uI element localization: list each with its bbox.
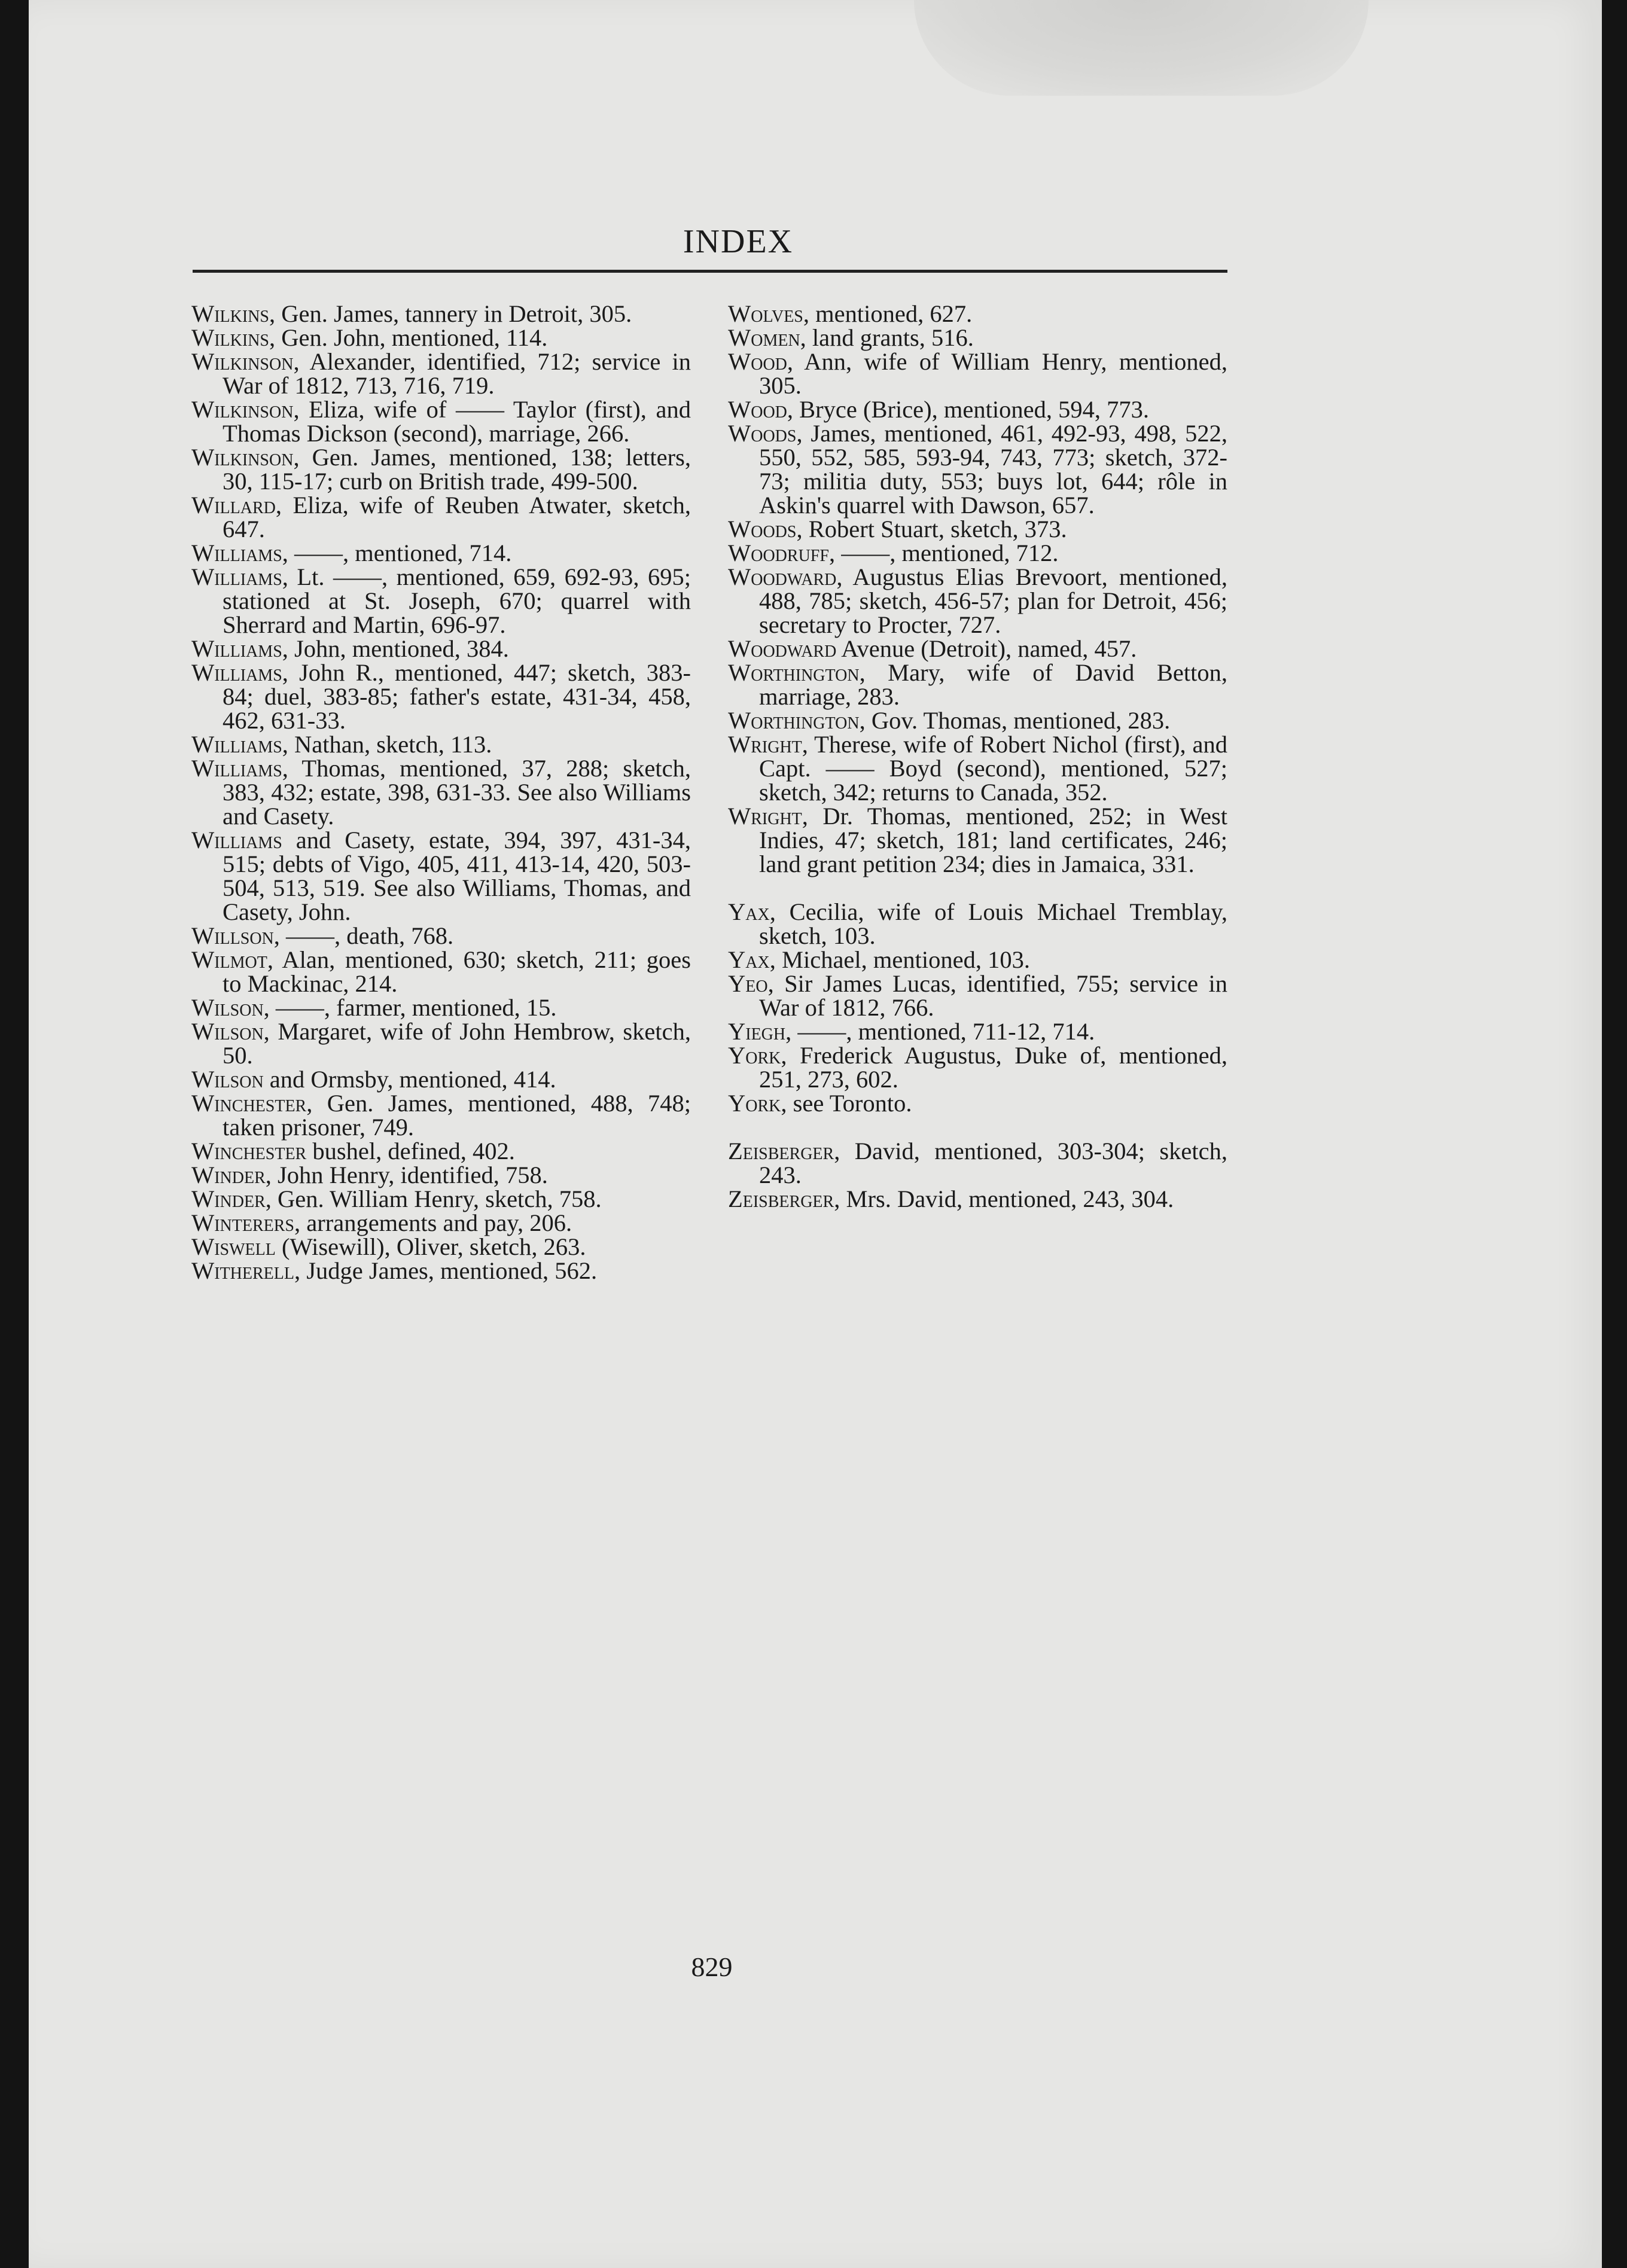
entry-text: , Cecilia, wife of Louis Michael Tremblay, sketch, 103. (759, 898, 1227, 949)
entry-text: , Michael, mentioned, 103. (769, 946, 1030, 973)
entry-headword: Zeisberger (728, 1185, 834, 1212)
index-entry (728, 1044, 1227, 1092)
index-entry (728, 948, 1227, 972)
entry-text: Avenue (Detroit), named, 457. (836, 635, 1137, 662)
entry-headword: Williams (191, 755, 282, 782)
entry-headword: Worthington (728, 659, 860, 686)
index-entry (191, 302, 691, 326)
entry-headword: Winder (191, 1162, 266, 1188)
index-entry (728, 900, 1227, 948)
entry-headword: Wolves (728, 300, 803, 327)
entry-text: , Nathan, sketch, 113. (282, 731, 492, 758)
entry-headword: Yax (728, 898, 770, 925)
index-entry (728, 1139, 1227, 1187)
index-entry (728, 661, 1227, 709)
index-entry (191, 757, 691, 828)
entry-headword: Yiegh (728, 1018, 786, 1045)
entry-headword: Yeo (728, 970, 768, 997)
entry-text: , Bryce (Brice), mentioned, 594, 773. (787, 396, 1149, 423)
entry-headword: Wilmot (191, 946, 267, 973)
entry-text: , Frederick Augustus, Duke of, mentioned, 251, 273, 602. (759, 1042, 1227, 1093)
entry-headword: Woods (728, 420, 797, 447)
entry-text: , Gen. James, tannery in Detroit, 305. (269, 300, 632, 327)
index-entry (191, 1139, 691, 1163)
entry-text: , Gen. James, mentioned, 488, 748; taken prisoner, 749. (223, 1090, 691, 1141)
entry-text: , Gen. William Henry, sketch, 758. (265, 1185, 602, 1212)
entry-headword: York (728, 1042, 781, 1069)
entry-headword: Wilson (191, 994, 264, 1021)
entry-headword: York (728, 1090, 781, 1117)
entry-text: , land grants, 516. (800, 324, 974, 351)
entry-headword: Winterers (191, 1209, 295, 1236)
entry-headword: Wilkinson (191, 396, 294, 423)
index-entry (728, 302, 1227, 326)
entry-headword: Women (728, 324, 800, 351)
index-entry (191, 996, 691, 1020)
entry-text: , Gen. James, mentioned, 138; letters, 30, 115-17; curb on British trade, 499-500. (223, 444, 691, 495)
index-entry (191, 661, 691, 733)
entry-text: , ——, mentioned, 712. (828, 539, 1059, 566)
entry-text: , James, mentioned, 461, 492-93, 498, 522, 550, 552, 585, 593-94, 743, 773; sketch, 372-73; militia duty, 553; buys lot, 644; rôle in Askin's quarrel with Dawson, 657. (759, 420, 1227, 519)
entry-headword: Zeisberger (728, 1138, 834, 1165)
entry-headword: Wright (728, 731, 802, 758)
index-entry (191, 1211, 691, 1235)
entry-headword: Wiswell (191, 1233, 276, 1260)
index-entry (191, 350, 691, 398)
entry-headword: Witherell (191, 1257, 294, 1284)
entry-headword: Williams (191, 659, 282, 686)
entry-headword: Willard (191, 492, 276, 519)
index-entry (728, 326, 1227, 350)
index-entry (728, 1020, 1227, 1044)
entry-text: , ——, death, 768. (273, 922, 454, 949)
entry-headword: Williams (191, 635, 282, 662)
entry-headword: Willson (191, 922, 274, 949)
entry-text: and Ormsby, mentioned, 414. (263, 1066, 556, 1093)
entry-text: (Wisewill), Oliver, sketch, 263. (275, 1233, 586, 1260)
index-entry (728, 517, 1227, 541)
index-entry (191, 733, 691, 757)
index-entry (728, 1092, 1227, 1115)
index-entry (191, 493, 691, 541)
index-entry (191, 1163, 691, 1187)
entry-headword: Williams (191, 563, 282, 590)
index-entry (191, 948, 691, 996)
index-column-left (191, 302, 691, 1283)
entry-text: , David, mentioned, 303-304; sketch, 243. (759, 1138, 1227, 1188)
entry-text: , Eliza, wife of Reuben Atwater, sketch, 647. (223, 492, 691, 542)
entry-headword: Wood (728, 396, 787, 423)
index-entry (191, 565, 691, 637)
entry-text: , Therese, wife of Robert Nichol (first), and Capt. —— Boyd (second), mentioned, 527; sketch, 342; returns to Canada, 352. (759, 731, 1227, 806)
index-entry (728, 350, 1227, 398)
entry-text: , Margaret, wife of John Hembrow, sketch, 50. (223, 1018, 691, 1069)
entry-text: , ——, mentioned, 711-12, 714. (785, 1018, 1095, 1045)
entry-text: , Dr. Thomas, mentioned, 252; in West Indies, 47; sketch, 181; land certificates, 246; land grant petition 234; dies in Jamaica, 331. (759, 803, 1227, 877)
index-entry (191, 1068, 691, 1092)
entry-text: , Sir James Lucas, identified, 755; service in War of 1812, 766. (759, 970, 1227, 1021)
entry-text: , Gen. John, mentioned, 114. (269, 324, 548, 351)
header-rule (193, 270, 1227, 273)
index-entry (191, 637, 691, 661)
index-entry (191, 446, 691, 493)
entry-text: , mentioned, 627. (803, 300, 973, 327)
index-entry (191, 326, 691, 350)
entry-text: , Alexander, identified, 712; service in War of 1812, 713, 716, 719. (223, 348, 691, 399)
entry-text: , Alan, mentioned, 630; sketch, 211; goes to Mackinac, 214. (223, 946, 691, 997)
entry-headword: Wood (728, 348, 787, 375)
index-entry (728, 422, 1227, 517)
index-entry (728, 972, 1227, 1020)
entry-text: , John Henry, identified, 758. (265, 1162, 548, 1188)
entry-text: , Robert Stuart, sketch, 373. (796, 516, 1067, 542)
entry-text: , Mrs. David, mentioned, 243, 304. (834, 1185, 1174, 1212)
index-entry (728, 398, 1227, 422)
entry-headword: Williams (191, 827, 282, 853)
index-entry (191, 1187, 691, 1211)
index-entry (191, 1092, 691, 1139)
index-entry (191, 1259, 691, 1283)
page-title: INDEX (683, 223, 794, 260)
entry-text: bushel, defined, 402. (306, 1138, 515, 1165)
entry-text: , Lt. ——, mentioned, 659, 692-93, 695; stationed at St. Joseph, 670; quarrel with Sherrard and Martin, 696-97. (223, 563, 691, 638)
page-number: 829 (691, 1952, 733, 1982)
index-entry (728, 541, 1227, 565)
entry-headword: Yax (728, 946, 770, 973)
index-entry (728, 709, 1227, 733)
entry-headword: Woods (728, 516, 797, 542)
index-entry (191, 1235, 691, 1259)
entry-text: , ——, mentioned, 714. (282, 539, 512, 566)
entry-headword: Winder (191, 1185, 266, 1212)
entry-headword: Worthington (728, 707, 860, 734)
entry-headword: Woodward (728, 563, 837, 590)
index-entry (728, 733, 1227, 804)
entry-text: , Eliza, wife of —— Taylor (first), and Thomas Dickson (second), marriage, 266. (223, 396, 691, 447)
entry-headword: Woodruff (728, 539, 829, 566)
entry-text: , Ann, wife of William Henry, mentioned, 305. (759, 348, 1227, 399)
entry-headword: Winchester (191, 1138, 307, 1165)
entry-headword: Woodward (728, 635, 837, 662)
entry-text: , Mary, wife of David Betton, marriage, 283. (759, 659, 1227, 710)
entry-headword: Wright (728, 803, 802, 830)
entry-text: , John, mentioned, 384. (282, 635, 509, 662)
entry-text: , Augustus Elias Brevoort, mentioned, 488, 785; sketch, 456-57; plan for Detroit, 456; secretary to Procter, 727. (759, 563, 1227, 638)
paper-stain (914, 0, 1369, 96)
entry-text: , ——, farmer, mentioned, 15. (263, 994, 557, 1021)
entry-headword: Winchester (191, 1090, 307, 1117)
index-entry (728, 565, 1227, 637)
entry-text: , John R., mentioned, 447; sketch, 383-84; duel, 383-85; father's estate, 431-34, 458, 462, 631-33. (223, 659, 691, 734)
entry-text: , Judge James, mentioned, 562. (294, 1257, 598, 1284)
entry-headword: Williams (191, 539, 282, 566)
entry-headword: Wilkinson (191, 444, 294, 471)
entry-text: , arrangements and pay, 206. (294, 1209, 572, 1236)
entry-headword: Wilkins (191, 300, 269, 327)
entry-headword: Wilson (191, 1066, 264, 1093)
index-entry (728, 1187, 1227, 1211)
index-entry (191, 1020, 691, 1068)
entry-text: , Gov. Thomas, mentioned, 283. (859, 707, 1171, 734)
entry-text: , see Toronto. (781, 1090, 912, 1117)
entry-headword: Wilson (191, 1018, 264, 1045)
index-entry (728, 804, 1227, 876)
entry-headword: Williams (191, 731, 282, 758)
entry-text: , Thomas, mentioned, 37, 288; sketch, 383, 432; estate, 398, 631-33. See also Williams and Casety. (223, 755, 691, 830)
entry-text: and Casety, estate, 394, 397, 431-34, 515; debts of Vigo, 405, 411, 413-14, 420, 503-504, 513, 519. See also Williams, Thomas, and Casety, John. (223, 827, 691, 925)
index-entry (191, 541, 691, 565)
index-column-right (728, 302, 1227, 1211)
entry-headword: Wilkins (191, 324, 269, 351)
index-entry (191, 398, 691, 446)
index-entry (728, 637, 1227, 661)
entry-headword: Wilkinson (191, 348, 294, 375)
index-entry (191, 924, 691, 948)
index-entry (191, 828, 691, 924)
